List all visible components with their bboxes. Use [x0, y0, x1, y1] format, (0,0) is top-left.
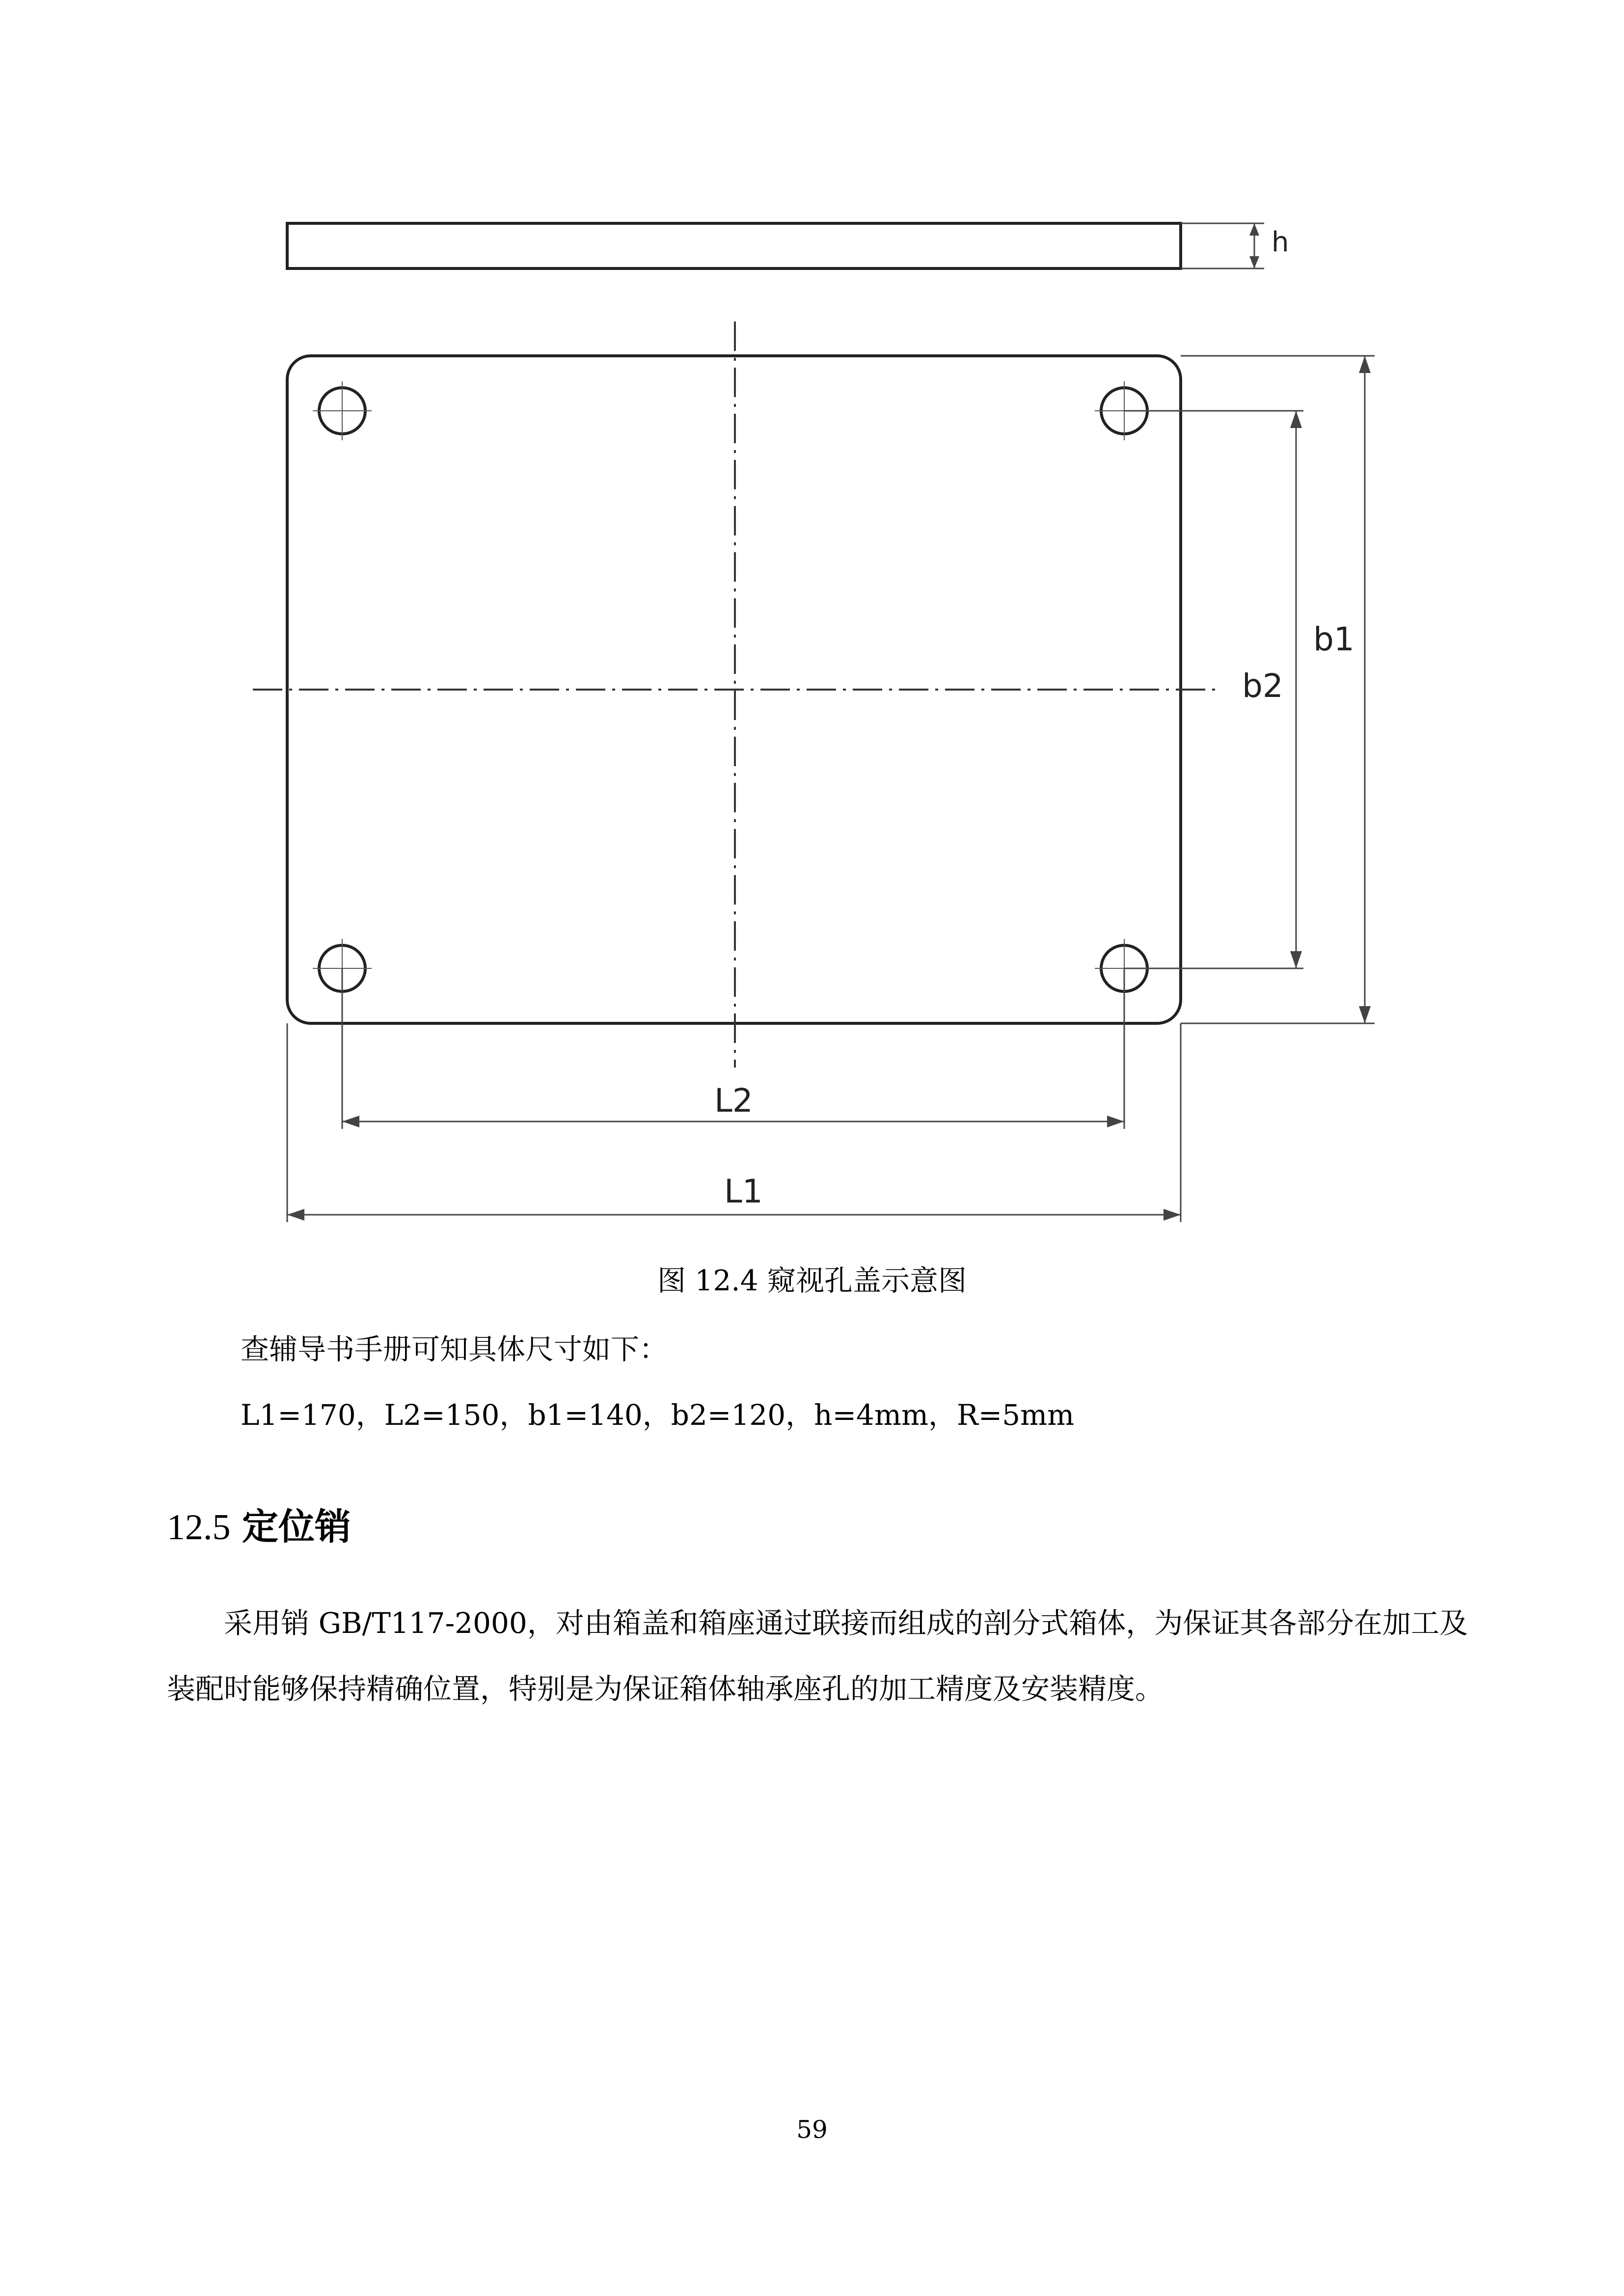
side-view — [287, 223, 1289, 268]
h-arrow-bottom — [1249, 256, 1259, 268]
L1-dimension — [287, 1023, 1181, 1222]
intro-text: 查辅导书手册可知具体尺寸如下： — [241, 1333, 668, 1366]
page-number: 59 — [796, 2115, 828, 2144]
section-paragraph: 采用销 GB/T117-2000，对由箱盖和箱座通过联接而组成的剖分式箱体，为保证其各部分在加工及装配时能够保持精确位置，特别是为保证箱体轴承座孔的加工精度及安装精度。 — [167, 1606, 1468, 1706]
b1-label: b1 — [1313, 620, 1354, 658]
L2-dimension — [342, 968, 1124, 1129]
section-number: 12.5 — [167, 1507, 231, 1548]
hole-top-left — [313, 381, 372, 440]
top-view — [253, 321, 1375, 1222]
section-heading — [167, 1498, 351, 1550]
L1-label: L1 — [724, 1173, 763, 1210]
figure-caption: 图 12.4 窥视孔盖示意图 — [657, 1264, 967, 1297]
side-view-plate — [287, 223, 1181, 268]
section-title: 定位销 — [242, 1506, 352, 1548]
dimensions-text: L1=170，L2=150，b1=140，b2=120，h=4mm，R=5mm — [241, 1398, 1075, 1432]
L2-label: L2 — [714, 1082, 753, 1120]
h-arrow-top — [1249, 223, 1259, 236]
b2-label: b2 — [1242, 667, 1283, 705]
h-label: h — [1272, 226, 1289, 258]
